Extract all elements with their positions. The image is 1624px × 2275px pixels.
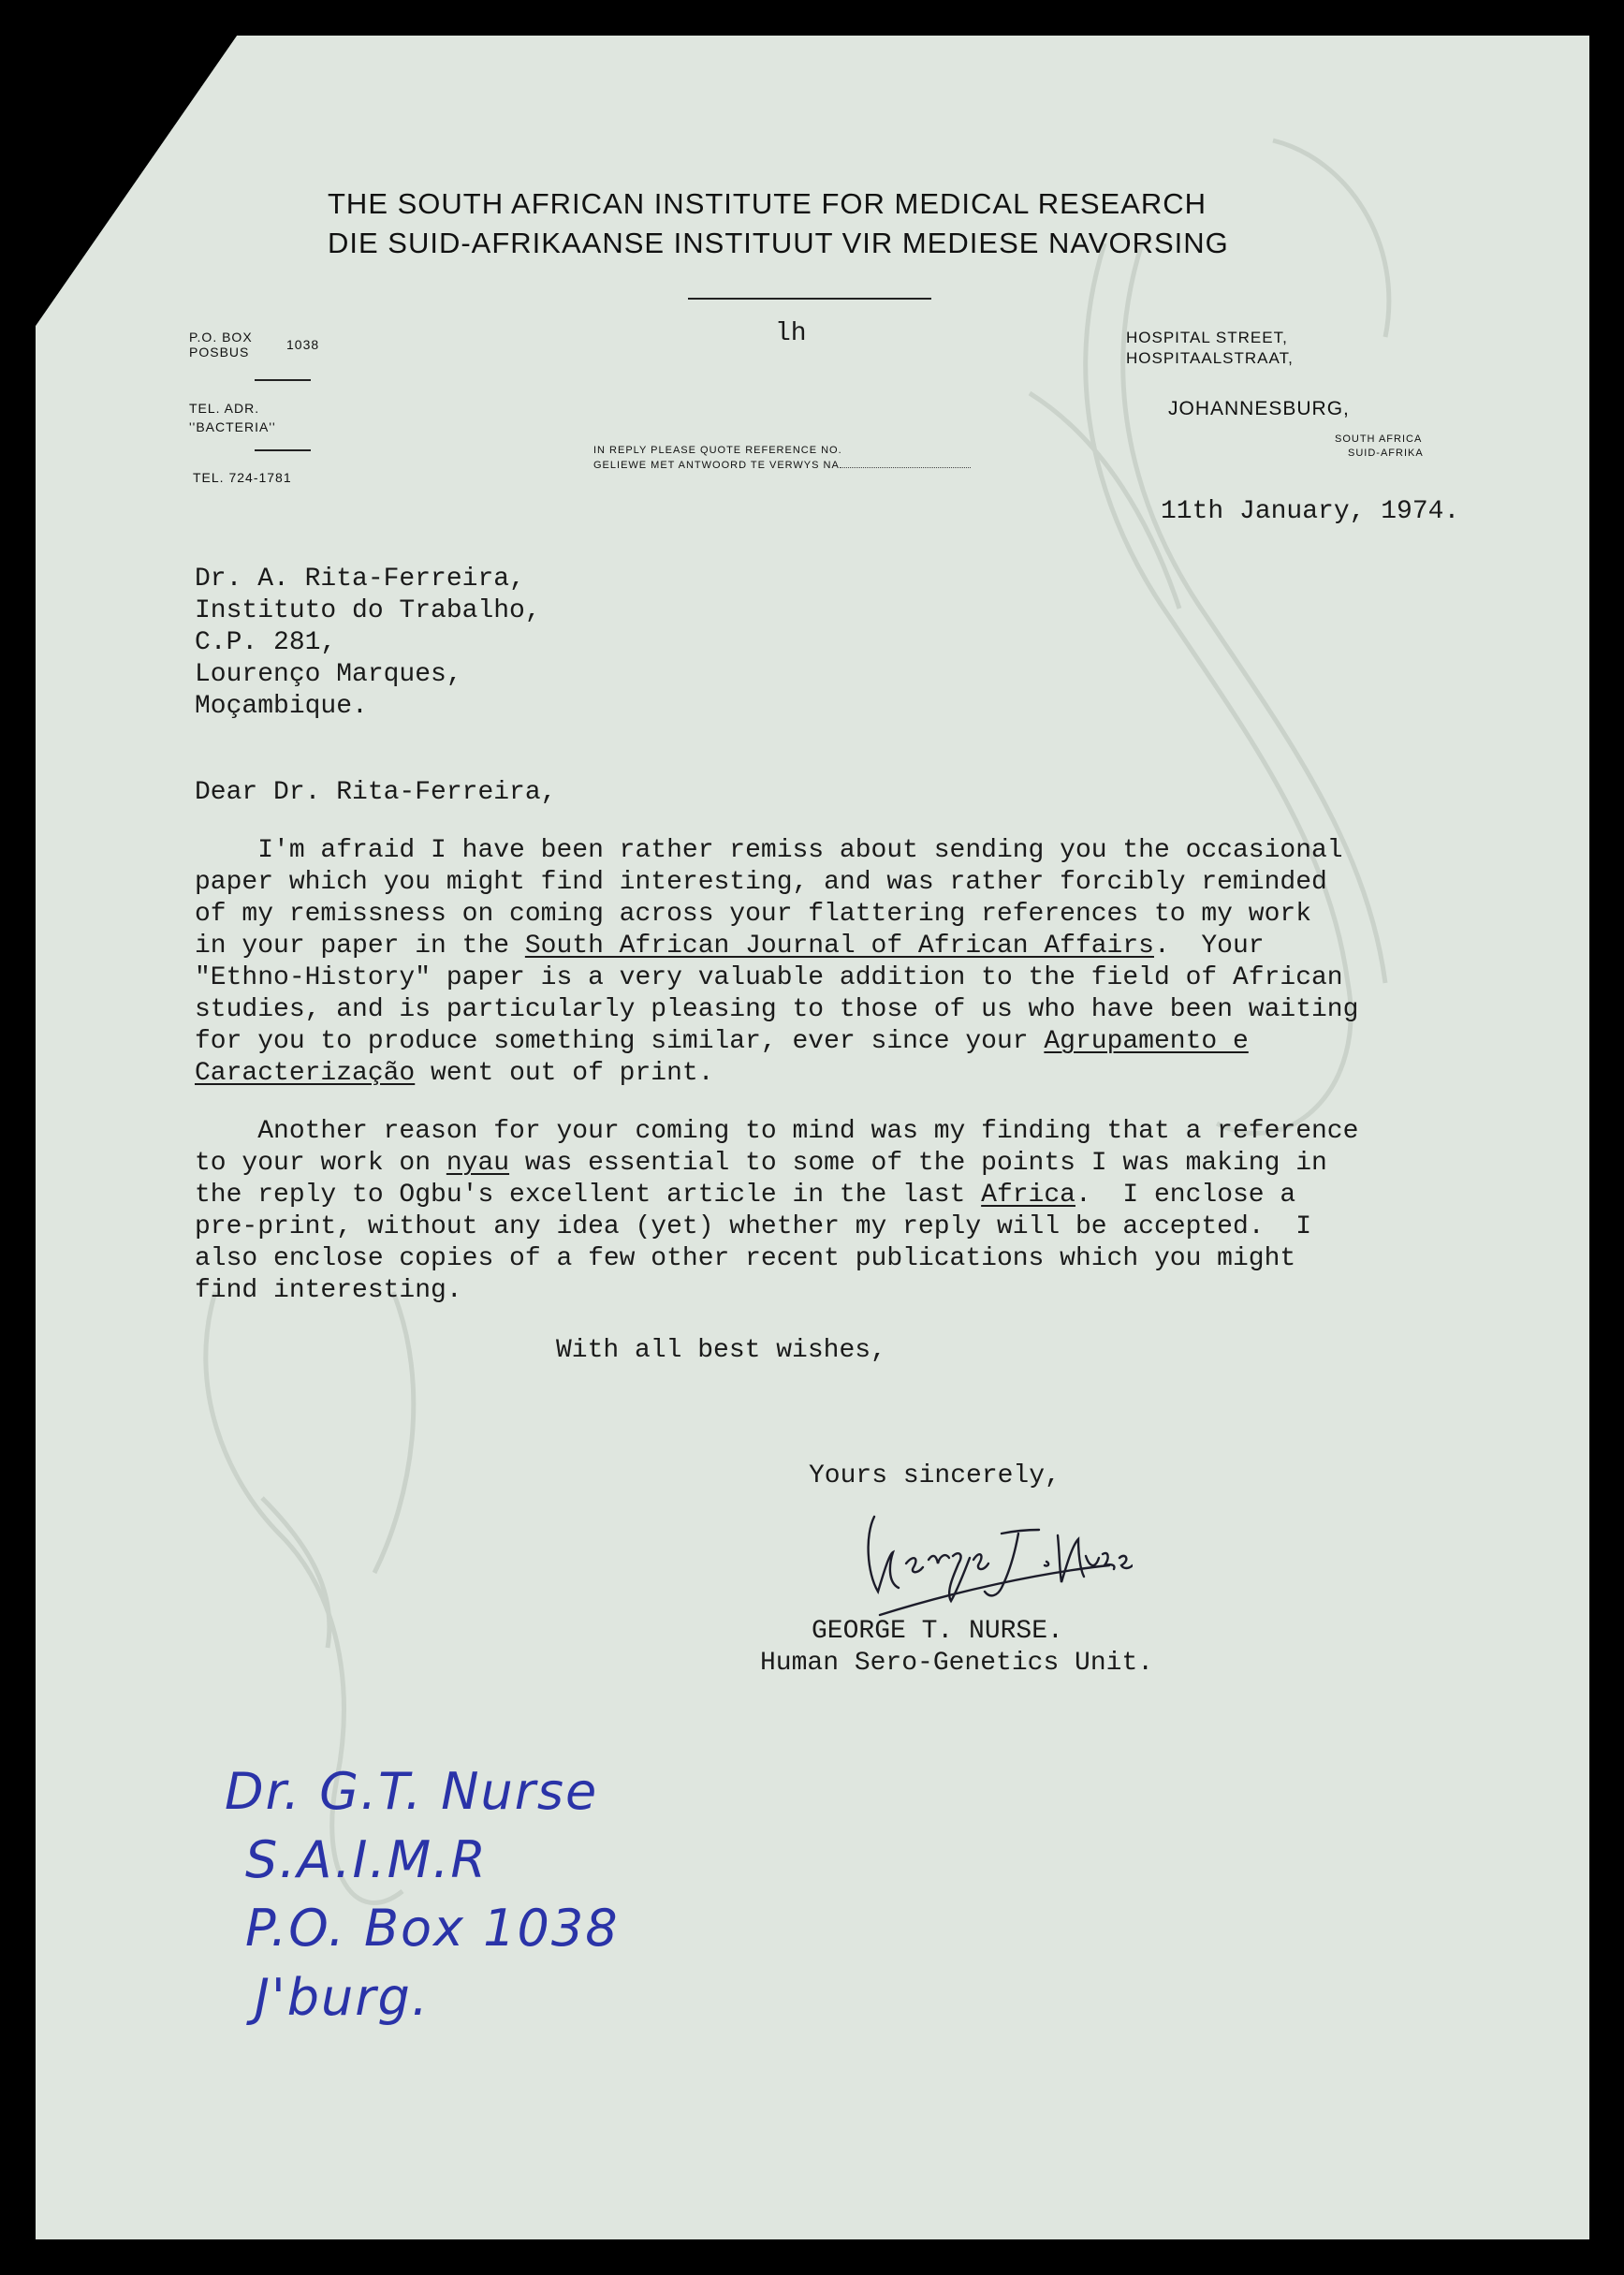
po-box-label-af: POSBUS xyxy=(189,345,250,360)
recipient-name: Dr. A. Rita-Ferreira, xyxy=(195,565,525,594)
country-af: SUID-AFRIKA xyxy=(1348,448,1424,459)
paragraph1-line: studies, and is particularly pleasing to those of us who have been waiting xyxy=(195,995,1359,1024)
signer-unit: Human Sero-Genetics Unit. xyxy=(760,1649,1154,1678)
paragraph1-line: in your paper in the South African Journal of African Affairs. Your xyxy=(195,932,1265,961)
handwritten-po-box: P.O. Box 1038 xyxy=(245,1899,620,1958)
book-title-part2: Caracterização xyxy=(195,1059,416,1088)
reply-note-af: GELIEWE MET ANTWOORD TE VERWYS NA xyxy=(593,458,971,473)
city: JOHANNESBURG, xyxy=(1168,398,1350,419)
paragraph1-line: for you to produce something similar, ever since your Agrupamento e xyxy=(195,1027,1249,1056)
country-en: SOUTH AFRICA xyxy=(1335,433,1423,445)
signature-image xyxy=(861,1498,1133,1629)
book-title-part1: Agrupamento e xyxy=(1044,1027,1249,1056)
salutation: Dear Dr. Rita-Ferreira, xyxy=(195,778,557,807)
paragraph2-line: find interesting. xyxy=(195,1276,462,1305)
paragraph2-line: also enclose copies of a few other recent publications which you might xyxy=(195,1244,1296,1273)
handwritten-name: Dr. G.T. Nurse xyxy=(225,1762,599,1821)
paragraph1-line: Caracterização went out of print. xyxy=(195,1059,714,1088)
closing: Yours sincerely, xyxy=(809,1461,1061,1490)
signer-name: GEORGE T. NURSE. xyxy=(812,1617,1063,1646)
handwritten-city: J'burg. xyxy=(255,1968,430,2027)
recipient-institution: Instituto do Trabalho, xyxy=(195,596,541,625)
po-box-number: 1038 xyxy=(286,337,320,352)
paragraph2-line: the reply to Ogbu's excellent article in the last Africa. I enclose a xyxy=(195,1181,1296,1210)
institute-name-english: THE SOUTH AFRICAN INSTITUTE FOR MEDICAL RESEARCH xyxy=(328,187,1207,220)
handwritten-institute: S.A.I.M.R xyxy=(245,1830,488,1889)
letter-date: 11th January, 1974. xyxy=(1161,497,1460,526)
reference-initials: lh xyxy=(775,319,807,348)
po-box-label-en: P.O. BOX xyxy=(189,330,253,345)
journal-africa: Africa xyxy=(981,1181,1075,1210)
tel-adr-label: TEL. ADR. xyxy=(189,401,260,416)
reply-note-en: IN REPLY PLEASE QUOTE REFERENCE NO. xyxy=(593,445,842,456)
paragraph2-line: Another reason for your coming to mind was my finding that a reference xyxy=(195,1117,1359,1146)
journal-title: South African Journal of African Affairs xyxy=(524,932,1154,961)
header-divider xyxy=(688,298,931,300)
telephone: TEL. 724-1781 xyxy=(193,470,292,485)
recipient-po-box: C.P. 281, xyxy=(195,628,337,657)
paragraph2-line: to your work on nyau was essential to some of the points I was making in xyxy=(195,1149,1327,1178)
best-wishes: With all best wishes, xyxy=(556,1336,886,1365)
paragraph1-line: I'm afraid I have been rather remiss about sending you the occasional xyxy=(195,836,1343,865)
paragraph1-line: paper which you might find interesting, and was rather forcibly reminded xyxy=(195,868,1327,897)
term-nyau: nyau xyxy=(446,1149,510,1178)
paragraph2-line: pre-print, without any idea (yet) whether my reply will be accepted. I xyxy=(195,1212,1311,1241)
tel-adr-value: ''BACTERIA'' xyxy=(189,419,276,434)
street-en: HOSPITAL STREET, xyxy=(1126,329,1288,346)
street-af: HOSPITAALSTRAAT, xyxy=(1126,349,1294,367)
po-box-divider xyxy=(255,379,311,381)
tel-adr-divider xyxy=(255,449,311,451)
institute-name-afrikaans: DIE SUID-AFRIKAANSE INSTITUUT VIR MEDIESE NAVORSING xyxy=(328,227,1229,259)
paragraph1-line: "Ethno-History" paper is a very valuable addition to the field of African xyxy=(195,963,1343,992)
paragraph1-line: of my remissness on coming across your flattering references to my work xyxy=(195,900,1311,929)
recipient-country: Moçambique. xyxy=(195,692,368,721)
recipient-city: Lourenço Marques, xyxy=(195,660,462,689)
